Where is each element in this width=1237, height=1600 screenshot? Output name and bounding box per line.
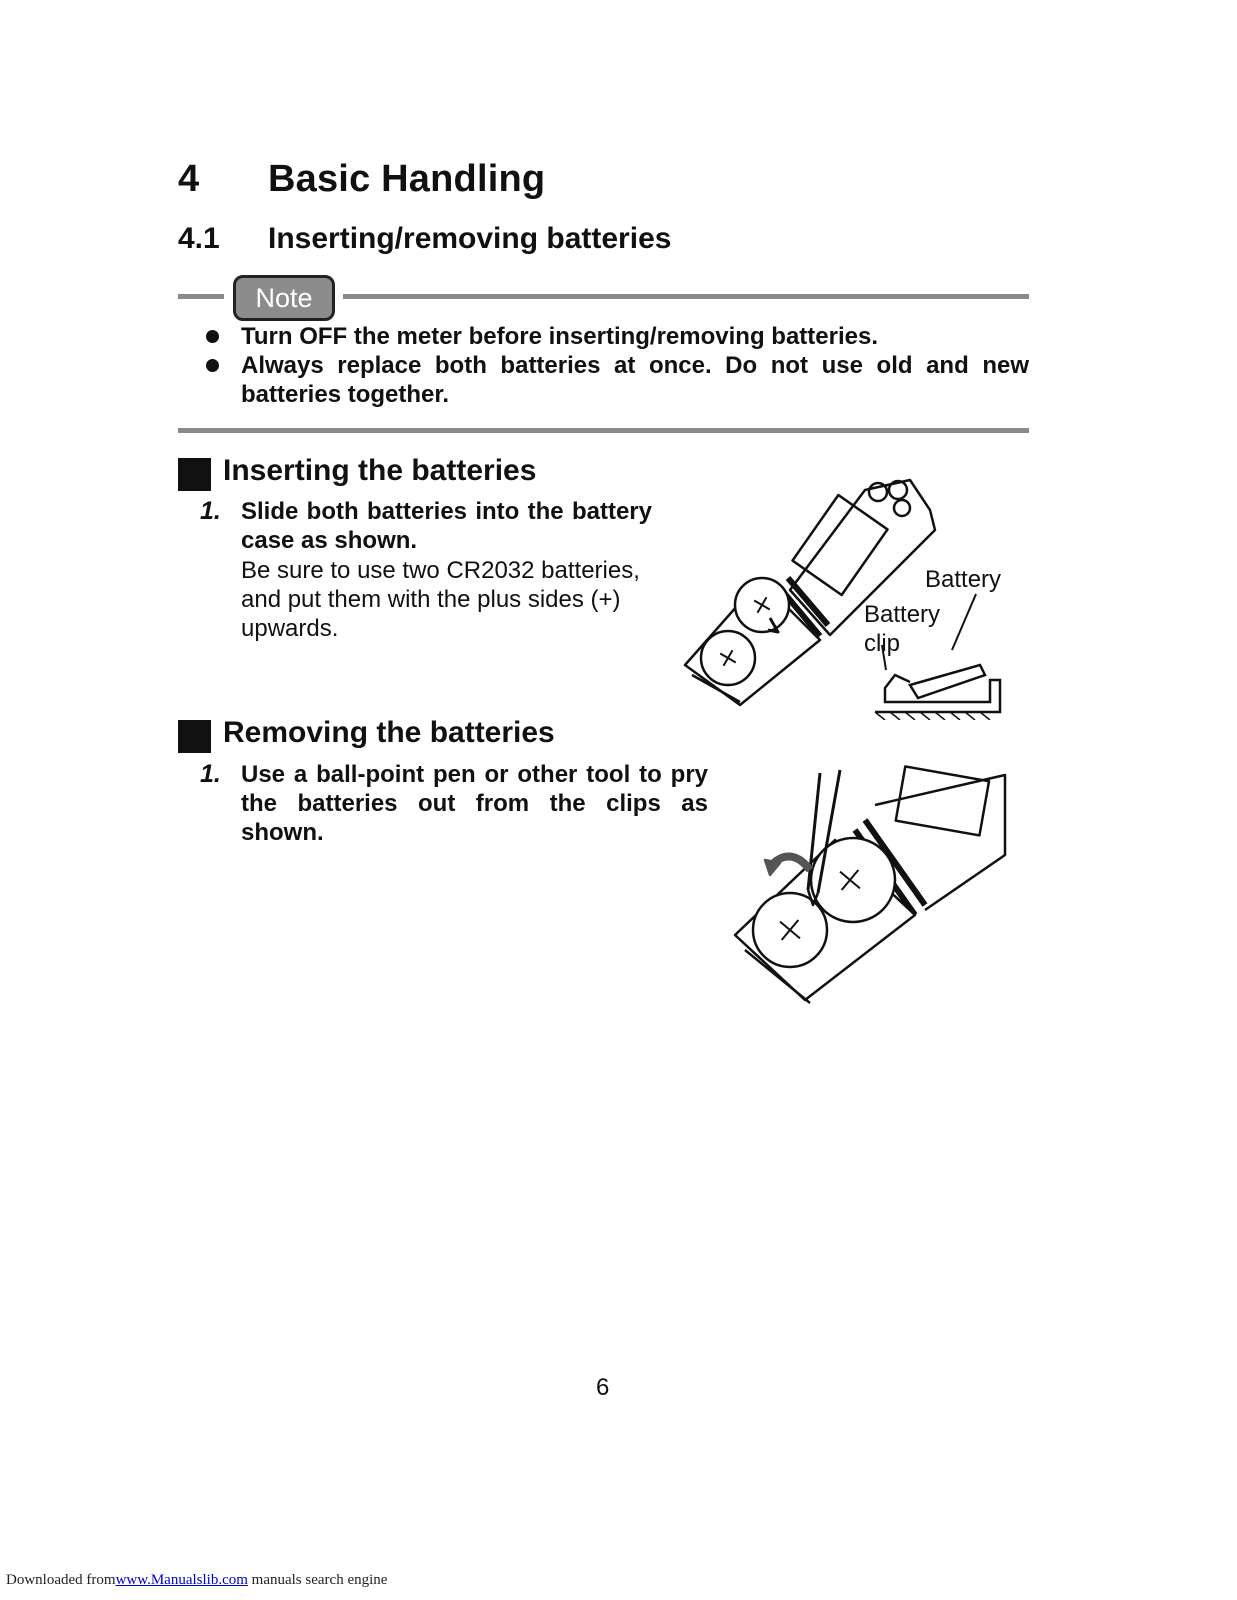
section-number: 4.1	[178, 222, 220, 255]
inserting-title: Inserting the batteries	[223, 454, 537, 487]
page-number: 6	[596, 1374, 610, 1401]
section-marker-square	[178, 458, 211, 491]
removing-step-text: Use a ball-point pen or other tool to pry the batteries out from the clips as shown.	[241, 761, 708, 846]
note-rule-bottom	[178, 428, 1029, 433]
bullet-dot	[206, 359, 219, 372]
note-rule-right	[343, 294, 1029, 299]
section-marker-square	[178, 720, 211, 753]
download-footer	[6, 1572, 387, 1589]
manualslib-link[interactable]: www.Manualslib.com	[115, 1572, 248, 1588]
note-rule-left	[178, 294, 224, 299]
chapter-title: Basic Handling	[268, 158, 546, 200]
chapter-number: 4	[178, 158, 200, 200]
bullet-dot	[206, 330, 219, 343]
footer-suffix: manuals search engine	[251, 1572, 388, 1588]
footer-prefix: Downloaded from	[6, 1572, 116, 1588]
label-battery: Battery	[925, 566, 1002, 593]
note-item-1: Turn OFF the meter before inserting/removing batteries.	[241, 323, 878, 350]
inserting-step-detail: Be sure to use two CR2032 batteries, and put them with the plus sides (+) upwards.	[241, 557, 640, 642]
battery-insertion-illustration	[680, 470, 1030, 720]
removing-step-number: 1.	[200, 760, 221, 788]
battery-removal-illustration	[725, 765, 1015, 1010]
note-badge: Note	[233, 275, 335, 321]
note-item-2: Always replace both batteries at once. Do not use old and new batteries together.	[241, 352, 1029, 408]
label-battery-clip-line1: Battery	[864, 601, 941, 628]
section-title: Inserting/removing batteries	[268, 222, 672, 255]
inserting-step-number: 1.	[200, 497, 221, 525]
removing-title: Removing the batteries	[223, 716, 555, 749]
label-battery-clip-line2: clip	[864, 630, 901, 657]
inserting-step-text: Slide both batteries into the battery case as shown.	[241, 498, 652, 554]
